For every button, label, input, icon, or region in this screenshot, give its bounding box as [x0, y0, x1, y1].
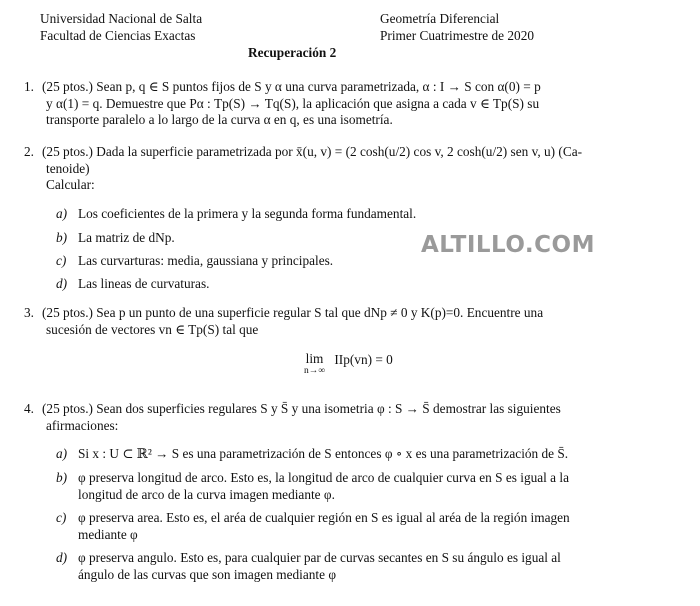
item-label: c): [56, 510, 67, 525]
problem-4: [24, 401, 672, 434]
limit-formula: [304, 352, 393, 376]
list-item: [56, 510, 570, 543]
problem-line: afirmaciones:: [46, 417, 119, 433]
item-label: a): [56, 446, 68, 461]
term-name: Primer Cuatrimestre de 2020: [380, 28, 534, 43]
item-label: c): [56, 253, 67, 268]
item-text: longitud de arco de la curva imagen mediante φ.: [78, 486, 335, 502]
problem-1: [24, 79, 672, 129]
limit-label: lim: [305, 351, 324, 366]
page-title: Recuperación 2: [248, 45, 337, 60]
problem-line: y α(1) = q. Demuestre que Pα : Tp(S) → Tq(S), la aplicación que asigna a cada v ∈ Tp(S) su: [46, 95, 540, 111]
item-text: mediante φ: [78, 526, 138, 542]
watermark: ALTILLO.COM: [421, 232, 595, 258]
problem-number: 1.: [24, 79, 34, 94]
item-label: b): [56, 230, 68, 245]
item-text: φ preserva angulo. Esto es, para cualquier par de curvas secantes en S su ángulo es igual al: [78, 550, 561, 565]
item-text: ángulo de las curvas que son imagen mediante φ: [78, 566, 337, 582]
item-text: φ preserva area. Esto es, el aréa de cualquier región en S es igual al aréa de la región imagen: [78, 510, 570, 525]
problem-line: tenoide): [46, 160, 90, 176]
course-name: Geometría Diferencial: [380, 11, 500, 26]
problem-line: (25 ptos.) Sean dos superficies regulares S y S̄ y una isometria φ : S → S̄ demostrar las siguientes: [42, 401, 561, 416]
problem-3: [24, 305, 672, 338]
problem-line: sucesión de vectores vn ∈ Tp(S) tal que: [46, 321, 259, 337]
item-label: a): [56, 206, 68, 221]
list-item: [56, 206, 416, 223]
item-text: Las lineas de curvaturas.: [78, 276, 210, 291]
problem-line: (25 ptos.) Sea p un punto de una superficie regular S tal que dNp ≠ 0 y K(p)=0. Encuentre una: [42, 305, 544, 320]
list-item: [56, 276, 209, 293]
problem-line: (25 ptos.) Sean p, q ∈ S puntos fijos de S y α una curva parametrizada, α : I → S con α(0) = p: [42, 79, 541, 94]
university-name: Universidad Nacional de Salta: [40, 11, 203, 26]
item-text: La matriz de dNp.: [78, 230, 175, 245]
item-label: d): [56, 276, 68, 291]
problem-number: 4.: [24, 401, 34, 416]
list-item: [56, 230, 175, 247]
item-text: Las curvarturas: media, gaussiana y principales.: [78, 253, 334, 268]
limit-operator: [304, 352, 325, 376]
item-text: Si x : U ⊂ ℝ² → S es una parametrización de S entonces φ ∘ x es una parametrización de S̄.: [78, 446, 569, 461]
faculty-name: Facultad de Ciencias Exactas: [40, 28, 196, 43]
problem-line: Calcular:: [46, 177, 95, 193]
item-label: b): [56, 470, 68, 485]
problem-line: (25 ptos.) Dada la superficie parametrizada por x̄(u, v) = (2 cosh(u/2) cos v, 2 cosh(u/2) sen v, u) (Ca-: [42, 144, 583, 159]
limit-expression: IIp(vn) = 0: [334, 352, 393, 367]
limit-subscript: n→∞: [304, 366, 326, 376]
item-text: Los coeficientes de la primera y la segunda forma fundamental.: [78, 206, 417, 221]
problem-2: [24, 144, 672, 194]
problem-number: 2.: [24, 144, 34, 159]
item-label: d): [56, 550, 68, 565]
list-item: [56, 550, 561, 583]
list-item: [56, 470, 569, 503]
list-item: [56, 253, 333, 270]
problem-line: transporte paralelo a lo largo de la curva α en q, es una isometría.: [46, 112, 393, 128]
item-text: φ preserva longitud de arco. Esto es, la longitud de arco de cualquier curva en S es igual a la: [78, 470, 569, 485]
list-item: [56, 446, 568, 463]
problem-number: 3.: [24, 305, 34, 320]
